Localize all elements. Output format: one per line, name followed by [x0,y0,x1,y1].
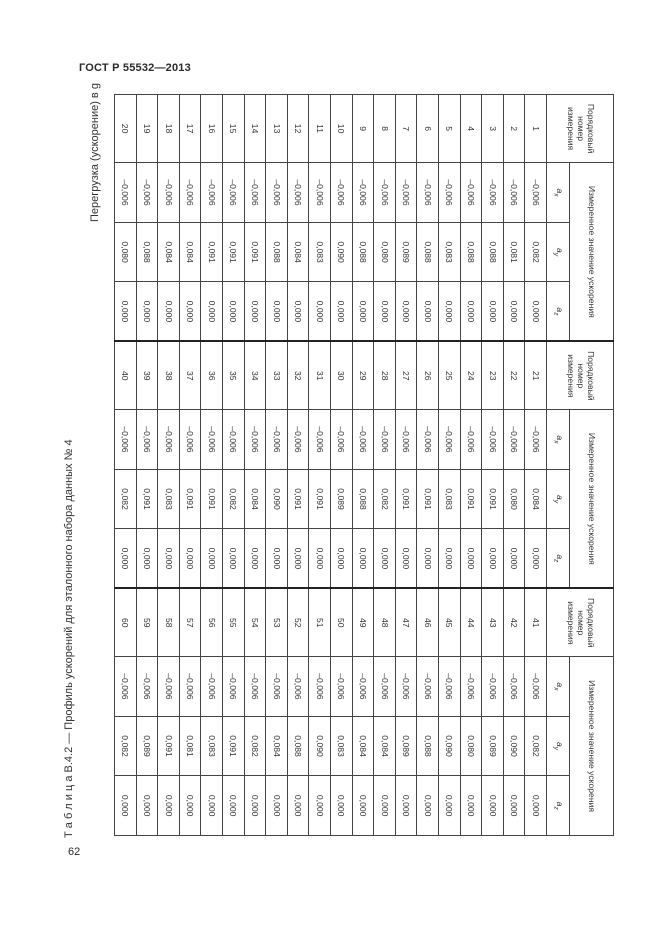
measured-value-header: Измеренное значение ускорения [570,657,614,836]
axis-y-header: $a_y$ [547,716,570,776]
acceleration-value-cell: –0,006 [352,163,374,223]
table-row [439,95,461,836]
acceleration-value-cell: 0,088 [460,222,482,282]
acceleration-value-cell: –0,006 [417,657,439,717]
acceleration-value-cell: –0,006 [503,410,525,470]
acceleration-value-cell: –0,006 [439,410,461,470]
order-number-cell: 20 [115,95,137,163]
acceleration-value-cell: –0,006 [417,163,439,223]
acceleration-value-cell: 0,000 [417,529,439,589]
table-row [503,95,525,836]
acceleration-value-cell: 0,083 [309,222,331,282]
acceleration-value-cell: –0,006 [223,657,245,717]
table-row [136,95,158,836]
order-number-cell: 59 [136,588,158,656]
order-number-cell: 6 [417,95,439,163]
acceleration-value-cell: –0,006 [352,410,374,470]
table-row [331,95,353,836]
acceleration-value-cell: –0,006 [309,163,331,223]
order-number-cell: 36 [201,341,223,409]
acceleration-value-cell: 0,082 [223,469,245,529]
acceleration-value-cell: 0,089 [136,716,158,776]
acceleration-value-cell: 0,088 [417,222,439,282]
acceleration-value-cell: 0,083 [439,469,461,529]
acceleration-value-cell: 0,090 [503,716,525,776]
order-number-cell: 55 [223,588,245,656]
order-number-cell: 53 [266,588,288,656]
order-number-cell: 9 [352,95,374,163]
axis-x-header: $a_x$ [547,410,570,470]
acceleration-value-cell: 0,091 [287,469,309,529]
acceleration-value-cell: 0,000 [395,529,417,589]
acceleration-value-cell: –0,006 [460,163,482,223]
acceleration-value-cell: –0,006 [395,657,417,717]
acceleration-value-cell: –0,006 [309,657,331,717]
table-caption: Т а б л и ц а В.4.2 — Профиль ускорений для эталонного набора данных № 4 [63,439,75,838]
table-row [482,95,504,836]
acceleration-value-cell: 0,084 [179,222,201,282]
order-number-cell: 38 [158,341,180,409]
acceleration-value-cell: 0,000 [266,776,288,836]
acceleration-value-cell: 0,091 [482,469,504,529]
acceleration-value-cell: 0,000 [287,282,309,342]
order-number-cell: 51 [309,588,331,656]
acceleration-value-cell: –0,006 [417,410,439,470]
acceleration-value-cell: –0,006 [331,657,353,717]
acceleration-value-cell: –0,006 [482,163,504,223]
acceleration-value-cell: 0,000 [352,282,374,342]
order-number-cell: 46 [417,588,439,656]
acceleration-value-cell: –0,006 [460,657,482,717]
acceleration-value-cell: 0,082 [115,716,137,776]
acceleration-value-cell: 0,000 [115,776,137,836]
acceleration-value-cell: 0,000 [223,282,245,342]
order-number-cell: 14 [244,95,266,163]
acceleration-value-cell: 0,089 [331,469,353,529]
order-number-cell: 5 [439,95,461,163]
acceleration-value-cell: –0,006 [244,163,266,223]
acceleration-value-cell: 0,000 [244,282,266,342]
order-number-cell: 44 [460,588,482,656]
order-number-cell: 1 [525,95,547,163]
acceleration-value-cell: 0,000 [352,776,374,836]
acceleration-value-cell: 0,091 [460,469,482,529]
table-row [287,95,309,836]
order-number-cell: 30 [331,341,353,409]
acceleration-value-cell: 0,000 [244,529,266,589]
acceleration-value-cell: –0,006 [201,410,223,470]
order-number-header: Порядковый номер измерения [547,95,614,163]
acceleration-value-cell: –0,006 [525,410,547,470]
order-number-cell: 56 [201,588,223,656]
acceleration-value-cell: 0,000 [460,282,482,342]
acceleration-value-cell: 0,088 [417,716,439,776]
acceleration-value-cell: 0,000 [179,529,201,589]
acceleration-value-cell: –0,006 [374,163,396,223]
acceleration-value-cell: 0,089 [482,716,504,776]
acceleration-value-cell: 0,000 [201,776,223,836]
units-note: Перегрузка (ускорение) в g [89,83,101,222]
acceleration-value-cell: –0,006 [179,410,201,470]
table-row [244,95,266,836]
axis-z-header: $a_z$ [547,529,570,589]
acceleration-value-cell: 0,091 [395,469,417,529]
acceleration-value-cell: 0,081 [179,716,201,776]
order-number-cell: 47 [395,588,417,656]
order-number-cell: 34 [244,341,266,409]
order-number-cell: 7 [395,95,417,163]
acceleration-value-cell: –0,006 [482,657,504,717]
order-number-cell: 19 [136,95,158,163]
order-number-cell: 22 [503,341,525,409]
order-number-cell: 21 [525,341,547,409]
order-number-cell: 10 [331,95,353,163]
acceleration-value-cell: 0,000 [374,282,396,342]
acceleration-value-cell: 0,082 [244,716,266,776]
acceleration-value-cell: 0,000 [266,529,288,589]
acceleration-value-cell: 0,000 [331,776,353,836]
acceleration-value-cell: 0,000 [201,282,223,342]
acceleration-value-cell: –0,006 [287,163,309,223]
order-number-cell: 58 [158,588,180,656]
acceleration-value-cell: –0,006 [374,657,396,717]
order-number-cell: 33 [266,341,288,409]
order-number-cell: 60 [115,588,137,656]
acceleration-value-cell: 0,000 [503,529,525,589]
acceleration-value-cell: 0,000 [201,529,223,589]
acceleration-value-cell: 0,000 [417,282,439,342]
acceleration-value-cell: –0,006 [287,410,309,470]
order-number-cell: 28 [374,341,396,409]
table-row [395,95,417,836]
acceleration-value-cell: 0,091 [158,716,180,776]
acceleration-value-cell: 0,000 [482,529,504,589]
order-number-header: Порядковый номер измерения [547,588,614,656]
acceleration-value-cell: –0,006 [525,163,547,223]
acceleration-value-cell: 0,000 [395,776,417,836]
acceleration-value-cell: 0,091 [201,469,223,529]
order-number-cell: 11 [309,95,331,163]
order-number-cell: 15 [223,95,245,163]
acceleration-value-cell: –0,006 [503,163,525,223]
page-number: 62 [68,846,81,858]
order-number-cell: 27 [395,341,417,409]
acceleration-value-cell: 0,000 [309,776,331,836]
acceleration-value-cell: –0,006 [115,410,137,470]
order-number-cell: 35 [223,341,245,409]
acceleration-value-cell: 0,000 [439,776,461,836]
order-number-cell: 4 [460,95,482,163]
table-row [309,95,331,836]
order-number-cell: 54 [244,588,266,656]
acceleration-value-cell: 0,084 [374,716,396,776]
acceleration-value-cell: –0,006 [460,410,482,470]
acceleration-value-cell: 0,088 [482,222,504,282]
acceleration-value-cell: 0,082 [525,716,547,776]
acceleration-value-cell: 0,000 [331,282,353,342]
acceleration-value-cell: –0,006 [266,163,288,223]
acceleration-value-cell: 0,083 [201,716,223,776]
order-number-cell: 3 [482,95,504,163]
acceleration-value-cell: 0,000 [179,282,201,342]
order-number-cell: 26 [417,341,439,409]
axis-y-header: $a_y$ [547,469,570,529]
order-number-cell: 43 [482,588,504,656]
acceleration-value-cell: 0,000 [439,282,461,342]
acceleration-value-cell: 0,091 [136,469,158,529]
acceleration-value-cell: 0,000 [266,282,288,342]
acceleration-value-cell: 0,088 [352,222,374,282]
acceleration-value-cell: –0,006 [331,163,353,223]
acceleration-value-cell: –0,006 [439,163,461,223]
acceleration-value-cell: 0,091 [201,222,223,282]
acceleration-value-cell: 0,091 [223,222,245,282]
order-number-cell: 57 [179,588,201,656]
acceleration-value-cell: –0,006 [374,410,396,470]
acceleration-value-cell: 0,082 [525,222,547,282]
acceleration-value-cell: 0,000 [309,529,331,589]
measured-value-header: Измеренное значение ускорения [570,163,614,342]
acceleration-value-cell: 0,090 [266,469,288,529]
acceleration-value-cell: 0,082 [374,469,396,529]
order-number-cell: 25 [439,341,461,409]
axis-z-header: $a_z$ [547,776,570,836]
acceleration-value-cell: –0,006 [482,410,504,470]
table-row [352,95,374,836]
acceleration-value-cell: –0,006 [503,657,525,717]
table-row [179,95,201,836]
acceleration-value-cell: 0,000 [417,776,439,836]
acceleration-value-cell: –0,006 [158,410,180,470]
acceleration-value-cell: 0,088 [266,222,288,282]
acceleration-value-cell: –0,006 [136,657,158,717]
acceleration-value-cell: 0,000 [503,282,525,342]
acceleration-value-cell: 0,089 [395,222,417,282]
acceleration-value-cell: 0,091 [417,469,439,529]
order-number-cell: 37 [179,341,201,409]
acceleration-value-cell: 0,080 [460,716,482,776]
table-row [266,95,288,836]
acceleration-value-cell: –0,006 [201,657,223,717]
acceleration-value-cell: 0,000 [395,282,417,342]
acceleration-value-cell: 0,090 [439,716,461,776]
table-row [374,95,396,836]
acceleration-value-cell: –0,006 [136,163,158,223]
acceleration-value-cell: 0,000 [287,776,309,836]
acceleration-value-cell: –0,006 [525,657,547,717]
acceleration-value-cell: 0,091 [244,222,266,282]
table-row [417,95,439,836]
acceleration-value-cell: 0,000 [374,529,396,589]
acceleration-value-cell: –0,006 [115,163,137,223]
acceleration-value-cell: 0,090 [331,222,353,282]
acceleration-value-cell: –0,006 [158,163,180,223]
acceleration-value-cell: 0,000 [439,529,461,589]
acceleration-value-cell: 0,080 [115,222,137,282]
order-number-cell: 50 [331,588,353,656]
order-number-cell: 31 [309,341,331,409]
order-number-cell: 29 [352,341,374,409]
acceleration-value-cell: 0,083 [158,469,180,529]
acceleration-value-cell: –0,006 [331,410,353,470]
acceleration-value-cell: –0,006 [158,657,180,717]
acceleration-value-cell: 0,000 [223,529,245,589]
acceleration-value-cell: 0,089 [395,716,417,776]
order-number-cell: 48 [374,588,396,656]
acceleration-value-cell: 0,000 [115,529,137,589]
acceleration-value-cell: –0,006 [179,163,201,223]
document-header: ГОСТ Р 55532—2013 [79,62,191,74]
measured-value-header: Измеренное значение ускорения [570,410,614,589]
order-number-cell: 52 [287,588,309,656]
acceleration-value-cell: –0,006 [439,657,461,717]
acceleration-value-cell: –0,006 [244,410,266,470]
acceleration-value-cell: 0,081 [503,222,525,282]
acceleration-value-cell: 0,000 [223,776,245,836]
order-number-cell: 41 [525,588,547,656]
acceleration-value-cell: –0,006 [395,163,417,223]
acceleration-value-cell: 0,000 [460,529,482,589]
acceleration-value-cell: 0,000 [352,529,374,589]
acceleration-value-cell: –0,006 [115,657,137,717]
acceleration-value-cell: 0,084 [287,222,309,282]
acceleration-value-cell: 0,000 [136,776,158,836]
acceleration-value-cell: 0,000 [374,776,396,836]
acceleration-value-cell: 0,000 [525,529,547,589]
acceleration-value-cell: –0,006 [352,657,374,717]
table-row [223,95,245,836]
acceleration-value-cell: 0,000 [503,776,525,836]
acceleration-value-cell: 0,090 [309,716,331,776]
order-number-cell: 12 [287,95,309,163]
order-number-header: Порядковый номер измерения [547,341,614,409]
acceleration-value-cell: 0,084 [244,469,266,529]
acceleration-value-cell: 0,000 [331,529,353,589]
acceleration-value-cell: 0,084 [352,716,374,776]
acceleration-value-cell: 0,080 [503,469,525,529]
order-number-cell: 49 [352,588,374,656]
axis-z-header: $a_z$ [547,282,570,342]
acceleration-value-cell: 0,084 [266,716,288,776]
acceleration-value-cell: 0,000 [244,776,266,836]
order-number-cell: 23 [482,341,504,409]
acceleration-value-cell: –0,006 [287,657,309,717]
acceleration-value-cell: –0,006 [266,657,288,717]
acceleration-value-cell: 0,091 [223,716,245,776]
order-number-cell: 24 [460,341,482,409]
acceleration-value-cell: 0,000 [287,529,309,589]
acceleration-value-cell: 0,000 [525,282,547,342]
order-number-cell: 45 [439,588,461,656]
acceleration-value-cell: 0,088 [287,716,309,776]
acceleration-value-cell: 0,000 [115,282,137,342]
acceleration-value-cell: 0,084 [158,222,180,282]
acceleration-value-cell: –0,006 [309,410,331,470]
table-row [460,95,482,836]
order-number-cell: 2 [503,95,525,163]
order-number-cell: 17 [179,95,201,163]
acceleration-value-cell: 0,080 [374,222,396,282]
acceleration-value-cell: 0,000 [158,529,180,589]
table-row [525,95,547,836]
acceleration-value-cell: –0,006 [179,657,201,717]
acceleration-value-cell: –0,006 [244,657,266,717]
order-number-cell: 39 [136,341,158,409]
order-number-cell: 16 [201,95,223,163]
acceleration-value-cell: 0,084 [525,469,547,529]
table-row [158,95,180,836]
acceleration-value-cell: 0,000 [136,282,158,342]
axis-x-header: $a_x$ [547,657,570,717]
acceleration-value-cell: 0,088 [352,469,374,529]
order-number-cell: 13 [266,95,288,163]
acceleration-value-cell: 0,091 [309,469,331,529]
acceleration-value-cell: –0,006 [136,410,158,470]
axis-x-header: $a_x$ [547,163,570,223]
order-number-cell: 18 [158,95,180,163]
acceleration-value-cell: 0,000 [460,776,482,836]
acceleration-value-cell: 0,000 [158,282,180,342]
acceleration-value-cell: 0,000 [482,776,504,836]
order-number-cell: 40 [115,341,137,409]
acceleration-value-cell: 0,091 [179,469,201,529]
table-row [201,95,223,836]
axis-y-header: $a_y$ [547,222,570,282]
acceleration-value-cell: –0,006 [223,410,245,470]
acceleration-value-cell: 0,088 [136,222,158,282]
acceleration-table [114,94,614,836]
table-container [114,94,614,836]
acceleration-value-cell: 0,083 [439,222,461,282]
acceleration-value-cell: –0,006 [266,410,288,470]
order-number-cell: 32 [287,341,309,409]
acceleration-value-cell: –0,006 [201,163,223,223]
acceleration-value-cell: 0,000 [482,282,504,342]
acceleration-value-cell: 0,082 [115,469,137,529]
acceleration-value-cell: –0,006 [395,410,417,470]
acceleration-value-cell: 0,000 [179,776,201,836]
acceleration-value-cell: 0,000 [158,776,180,836]
acceleration-value-cell: 0,083 [331,716,353,776]
acceleration-value-cell: 0,000 [525,776,547,836]
acceleration-value-cell: 0,000 [136,529,158,589]
acceleration-value-cell: 0,000 [309,282,331,342]
order-number-cell: 8 [374,95,396,163]
table-row [115,95,137,836]
acceleration-value-cell: –0,006 [223,163,245,223]
order-number-cell: 42 [503,588,525,656]
